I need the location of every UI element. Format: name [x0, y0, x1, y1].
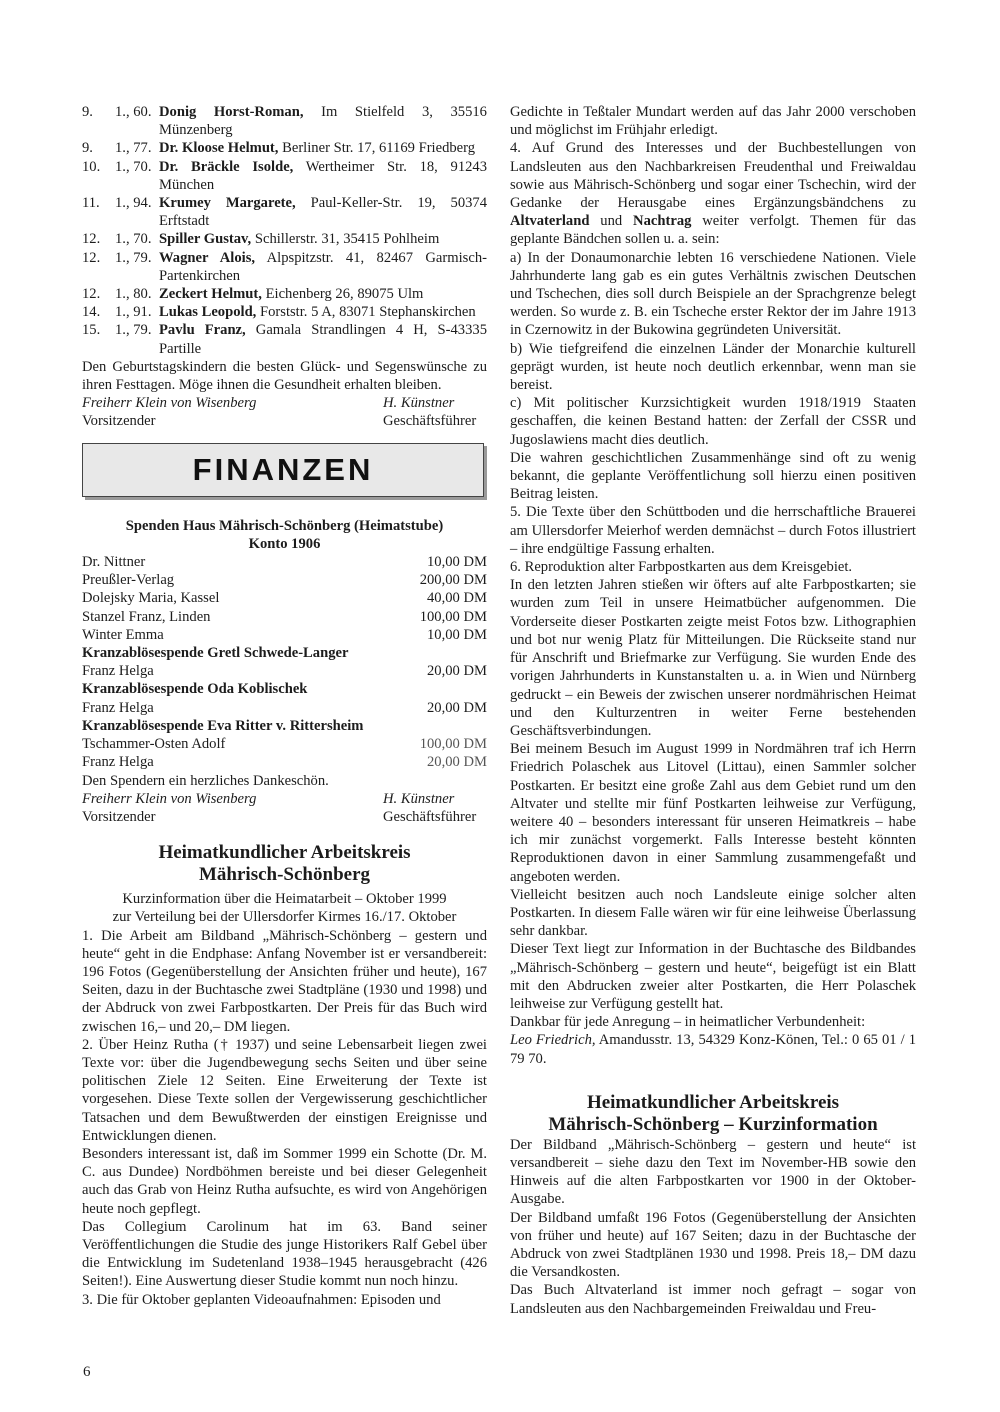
entry-name: Pavlu Franz, — [159, 322, 246, 339]
paragraph: Das Collegium Carolinum hat im 63. Band seiner Veröffentlichungen die Studie des junge Historikers Ralf Gebel über die Entwicklung im Sudetenland 1938–1945 herausgebracht (426 Seiten!). Eine Auswertung dieser Studie kommt nun noch hinzu. — [82, 1218, 487, 1290]
finanzen-banner — [82, 443, 484, 497]
signature-names — [82, 790, 487, 808]
entry-day: 12. — [82, 249, 101, 266]
entry-day: 14. — [82, 304, 101, 321]
entry-year: 1., 60. — [115, 104, 152, 120]
entry-day: 9. — [82, 104, 93, 120]
donation-amount: 20,00 DM — [427, 754, 487, 771]
entry-address: Im Stielfeld 3, 35516 Münzenberg — [159, 104, 487, 139]
birthday-entry — [82, 230, 487, 248]
donation-row — [82, 699, 487, 717]
birthday-entry — [82, 194, 487, 230]
donor-name: Preußler-Verlag — [82, 572, 175, 589]
donation-amount: 10,00 DM — [427, 554, 487, 571]
section-heading — [510, 1092, 916, 1136]
entry-name: Krumey Margarete, — [159, 195, 296, 212]
donation-amount: 100,00 DM — [419, 608, 487, 625]
paragraph: c) Mit politischer Kurzsichtigkeit wurden 1918/1919 Staaten geschaffen, die keinen Bestand hatten: der Zerfall der CSSR und Jugoslawiens macht dies deutlich. — [510, 395, 916, 448]
birthday-entry — [82, 303, 487, 321]
entry-year: 1., 94. — [115, 195, 152, 212]
entry-name: Zeckert Helmut, — [159, 286, 262, 303]
birthday-wish: Den Geburtstagskindern die besten Glück- und Segenswünsche zu ihren Festtagen. Möge ihnen die Gesundheit erhalten bleiben. — [82, 358, 487, 394]
wreath-donation-title: Kranzablösespende Oda Koblischek — [82, 681, 308, 698]
book-title: Nachtrag — [633, 213, 692, 230]
section-title-line1: Heimatkundlicher Arbeitskreis — [586, 1091, 840, 1113]
paragraph: Das Buch Altvaterland ist immer noch gefragt – sogar von Landsleuten aus den Nachbargemeinden Freiwaldau und Freu- — [510, 1282, 916, 1317]
entry-day: 11. — [82, 195, 100, 212]
donation-amount: 200,00 DM — [419, 572, 487, 589]
manager-role: Geschäftsführer — [383, 413, 477, 430]
donation-amount: 40,00 DM — [427, 590, 487, 607]
donor-name: Franz Helga — [82, 699, 154, 716]
paragraph: 1. Die Arbeit am Bildband „Mährisch-Schönberg – gestern und heute“ geht in die Endphase: Anfang November ist er versandbereit: 196 Fotos (Gegenüberstellung der Ansichten früher und heute), 167 Seiten, dazu in der Buchtasche zwei Stadtpläne (1930 und 1998) und der Abdruck von zwei Farbpostkarten. Der Preis für das Buch wird zwischen 16,– und 20,– DM liegen. — [82, 927, 487, 1035]
chairman-name: Freiherr Klein von Wisenberg — [82, 395, 257, 412]
wreath-donation-heading — [82, 680, 487, 698]
donor-thanks: Den Spendern ein herzliches Dankeschön. — [82, 772, 329, 789]
paragraph: 3. Die für Oktober geplanten Videoaufnahmen: Episoden und — [82, 1291, 441, 1308]
paragraph: Vielleicht besitzen auch noch Landsleute einige solcher alten Postkarten. In diesem Falle wären wir für eine leihweise Überlassung sehr dankbar. — [510, 886, 916, 940]
paragraph: Der Bildband „Mährisch-Schönberg – gestern und heute“ ist versandbereit – siehe dazu den Text im November-HB sowie den Hinweis auf die alten Farbpostkarten vor 1900 in der Oktober-Ausgabe. — [510, 1136, 916, 1208]
donation-row — [82, 662, 487, 680]
author-name: Leo Friedrich, — [510, 1032, 596, 1049]
finanzen-title: FINANZEN — [192, 451, 374, 487]
wreath-donation-title: Kranzablösespende Eva Ritter v. Rittersheim — [82, 717, 364, 734]
entry-day: 12. — [82, 231, 101, 248]
wreath-donation-heading — [82, 717, 487, 735]
paragraph-text: 4. Auf Grund des Interesses und der Buchbestellungen von Landsleuten aus den Nachbarkreisen Freudenthal und Freiwaldau sowie aus Mährisch-Schönberg und sogar einer Tschechin, wird der Gedanke der Herausgabe eines Ergänzungsbändchens zu — [510, 140, 916, 212]
page-number: 6 — [83, 1364, 91, 1380]
entry-day: 9. — [82, 140, 93, 157]
entry-year: 1., 80. — [115, 286, 152, 303]
paragraph: 5. Die Texte über den Schüttboden und die herrschaftliche Brauerei am Ullersdorfer Meierhof werden demnächst – durch Fotos illustriert – ihre endgültige Fassung erhalten. — [510, 504, 916, 557]
wreath-donation-title: Kranzablösespende Gretl Schwede-Langer — [82, 645, 349, 662]
donor-name: Winter Emma — [82, 626, 164, 643]
donation-row — [82, 553, 487, 571]
donor-name: Stanzel Franz, Linden — [82, 608, 211, 625]
entry-year: 1., 79. — [115, 322, 152, 339]
konto-line — [82, 535, 487, 553]
right-column — [510, 103, 916, 1318]
section-title-line2: Mährisch-Schönberg — [199, 864, 370, 886]
birthday-entry — [82, 321, 487, 357]
left-column — [82, 103, 487, 1309]
chairman-role: Vorsitzender — [82, 808, 156, 825]
donations-heading — [82, 517, 487, 535]
birthday-entry — [82, 158, 487, 194]
signature-roles — [82, 412, 487, 430]
entry-address: Schillerstr. 31, 35415 Pohlheim — [254, 231, 440, 248]
donation-row — [82, 735, 487, 753]
paragraph: 2. Über Heinz Rutha († 1937) und seine Lebensarbeit liegen zwei Texte vor: über die Jugendbewegung sechs Seiten und über seine politischen Ziele 12 Seiten. Eine Erweiterung der Texte ist vorgesehen. Diese Texte sollen der Vergewisserung geschichtlicher Tatsachen und dem Bewußtwerden der einstigen Ereignisse und Entwicklungen dienen. — [82, 1036, 487, 1144]
signature-names — [82, 394, 487, 412]
section-title-line2: Mährisch-Schönberg – Kurzinformation — [548, 1113, 878, 1135]
paragraph-text: und — [589, 213, 634, 230]
donation-amount: 20,00 DM — [427, 663, 487, 680]
entry-name: Dr. Kloose Helmut, — [159, 140, 279, 157]
paragraph: In den letzten Jahren stießen wir öfters auf alte Farbpostkarten; sie wurden zum Teil in unsere Heimatbücher aufgenommen. Die Vorderseite dieser Postkarten zeigte meist Fotos bzw. Lithographien und bot nur wenig Platz für Mitteilungen. Die Rückseite stand nur für Anschrift und Briefmarke zur Verfügung. Sie wurden Ende des vorigen Jahrhunderts in Kunstanstalten u. a. in Wien und Nürnberg gedruckt – ein Beweis der zwischen unserer nordmährischen Heimat und den Kulturzentren in weiter Ferne bestehenden Geschäftsverbindungen. — [510, 577, 916, 739]
book-title: Altvaterland — [510, 213, 590, 230]
manager-name: H. Künstner — [383, 790, 455, 807]
entry-day: 15. — [82, 322, 101, 339]
donation-list — [82, 553, 487, 771]
entry-address: Gamala Strandlingen 4 H, S-43335 Partille — [159, 322, 487, 357]
donor-name: Franz Helga — [82, 754, 154, 771]
entry-year: 1., 91. — [115, 304, 152, 321]
donation-row — [82, 626, 487, 644]
paragraph: Dankbar für jede Anregung – in heimatlicher Verbundenheit: — [510, 1014, 866, 1031]
donation-row — [82, 571, 487, 589]
konto-text: Konto 1906 — [248, 535, 321, 552]
birthday-entry — [82, 139, 487, 157]
birthday-entry — [82, 285, 487, 303]
chairman-name: Freiherr Klein von Wisenberg — [82, 790, 257, 807]
entry-year: 1., 70. — [115, 158, 152, 175]
paragraph — [510, 139, 916, 248]
entry-address: Paul-Keller-Str. 19, 50374 Erftstadt — [159, 195, 488, 230]
author-address: Amandusstr. 13, 54329 Konz-Könen, Tel.: 0 65 01 / 1 79 70. — [510, 1032, 916, 1067]
entry-address: Berliner Str. 17, 61169 Friedberg — [282, 140, 476, 157]
donor-name: Dolejsky Maria, Kassel — [82, 590, 220, 607]
donation-row — [82, 608, 487, 626]
birthday-entry — [82, 103, 487, 139]
section-intro-line1: Kurzinformation über die Heimatarbeit – Oktober 1999 — [122, 891, 447, 908]
paragraph: Gedichte in Teßtaler Mundart werden auf das Jahr 2000 verschoben und möglichst im Frühjahr erledigt. — [510, 104, 916, 139]
signature-roles — [82, 808, 487, 826]
paragraph: Bei meinem Besuch im August 1999 in Nordmähren traf ich Herrn Friedrich Polaschek aus Litovel (Littau), einen Sammler solcher Postkarten. Er besitzt eine große Zahl aus dem Gebiet rund um den Altvater und stellte mir fünf Postkarten leihweise zur Verfügung, weitere 40 – besonders interessant für unseren Heimatkreis – habe ich mir zunächst vorgemerkt. Falls Interesse besteht könnten Reproduktionen davon in einer Sammlung zusammengefaßt und angeboten werden. — [510, 741, 916, 885]
entry-name: Dr. Bräckle Isolde, — [159, 158, 294, 175]
paragraph-text: weiter verfolgt. Themen für das geplante Bändchen sollen u. a. sein: — [510, 213, 916, 248]
section-title-line1: Heimatkundlicher Arbeitskreis — [158, 842, 411, 864]
birthday-list — [82, 103, 487, 358]
donor-name: Franz Helga — [82, 663, 154, 680]
paragraph: a) In der Donaumonarchie lebten 16 verschiedene Nationen. Viele Jahrhunderte lang gab es ein gutes Verhältnis zwischen Deutschen und Tschechen, dies soll durch Beispiele an der Sprachgrenze belegt werden. So wurde z. B. ein Tscheche erster Rektor der im Jahre 1913 in Czernowitz in der Bukowina gegründeten Universität. — [510, 249, 916, 339]
wreath-donation-heading — [82, 644, 487, 662]
paragraph: Der Bildband umfaßt 196 Fotos (Gegenüberstellung der Ansichten von früher und heute) auf 167 Seiten; dazu in der Buchtasche der Abdruck von zwei Stadtplänen 1930 und 1998. Preis 18,– DM dazu die Versandkosten. — [510, 1209, 916, 1281]
entry-year: 1., 79. — [115, 249, 152, 266]
entry-address: Wertheimer Str. 18, 91243 München — [159, 158, 488, 193]
entry-year: 1., 70. — [115, 231, 152, 248]
donation-amount: 10,00 DM — [427, 626, 487, 643]
donations-heading-text: Spenden Haus Mährisch-Schönberg (Heimatstube) — [125, 517, 444, 534]
entry-name: Spiller Gustav, — [159, 231, 252, 248]
chairman-role: Vorsitzender — [82, 413, 156, 430]
donation-amount: 100,00 DM — [419, 736, 487, 753]
paragraph: Besonders interessant ist, daß im Sommer 1999 ein Schotte (Dr. M. C. aus Dundee) Nordböhmen bereiste und bei dieser Gelegenheit auch das Grab von Heinz Rutha aufsuchte, es wird von Angehörigen heute noch gepflegt. — [82, 1145, 487, 1217]
manager-name: H. Künstner — [383, 395, 455, 412]
donation-row — [82, 753, 487, 771]
birthday-entry — [82, 249, 487, 285]
entry-day: 12. — [82, 286, 101, 303]
manager-role: Geschäftsführer — [383, 808, 477, 825]
donor-name: Tschammer-Osten Adolf — [82, 736, 226, 753]
paragraph: Die wahren geschichtlichen Zusammenhänge sind oft zu wenig bekannt, die geplante Veröffentlichung soll hierzu einen positiven Beitrag leisten. — [510, 449, 916, 503]
donation-amount: 20,00 DM — [427, 699, 487, 716]
entry-day: 10. — [82, 158, 101, 175]
entry-name: Donig Horst-Roman, — [159, 104, 304, 120]
entry-address: Eichenberg 26, 89075 Ulm — [265, 286, 424, 303]
entry-year: 1., 77. — [115, 140, 152, 157]
author-line — [510, 1031, 916, 1067]
section-heading — [82, 842, 487, 886]
section-intro-line2: zur Verteilung bei der Ullersdorfer Kirmes 16./17. Oktober — [112, 909, 457, 926]
entry-name: Lukas Leopold, — [159, 304, 257, 321]
entry-address: Forststr. 5 A, 83071 Stephanskirchen — [260, 304, 476, 321]
donor-name: Dr. Nittner — [82, 554, 146, 571]
paragraph: Dieser Text liegt zur Information in der Buchtasche des Bildbandes „Mährisch-Schönberg – gestern und heute“, beigefügt ist ein Blatt mit den Abdrucken zweier alter Postkarten, die Herr Polaschek leihweise zur Verfügung gestellt hat. — [510, 941, 916, 1012]
donation-row — [82, 589, 487, 607]
paragraph: b) Wie tiefgreifend die einzelnen Länder der Monarchie kulturell geprägt wurden, ist heute noch deutlich erkennbar, wenn man sie bereist. — [510, 340, 916, 394]
paragraph: 6. Reproduktion alter Farbpostkarten aus dem Kreisgebiet. — [510, 559, 853, 576]
entry-address: Alpspitzstr. 41, 82467 Garmisch-Partenkirchen — [159, 249, 487, 284]
entry-name: Wagner Alois, — [159, 249, 256, 266]
